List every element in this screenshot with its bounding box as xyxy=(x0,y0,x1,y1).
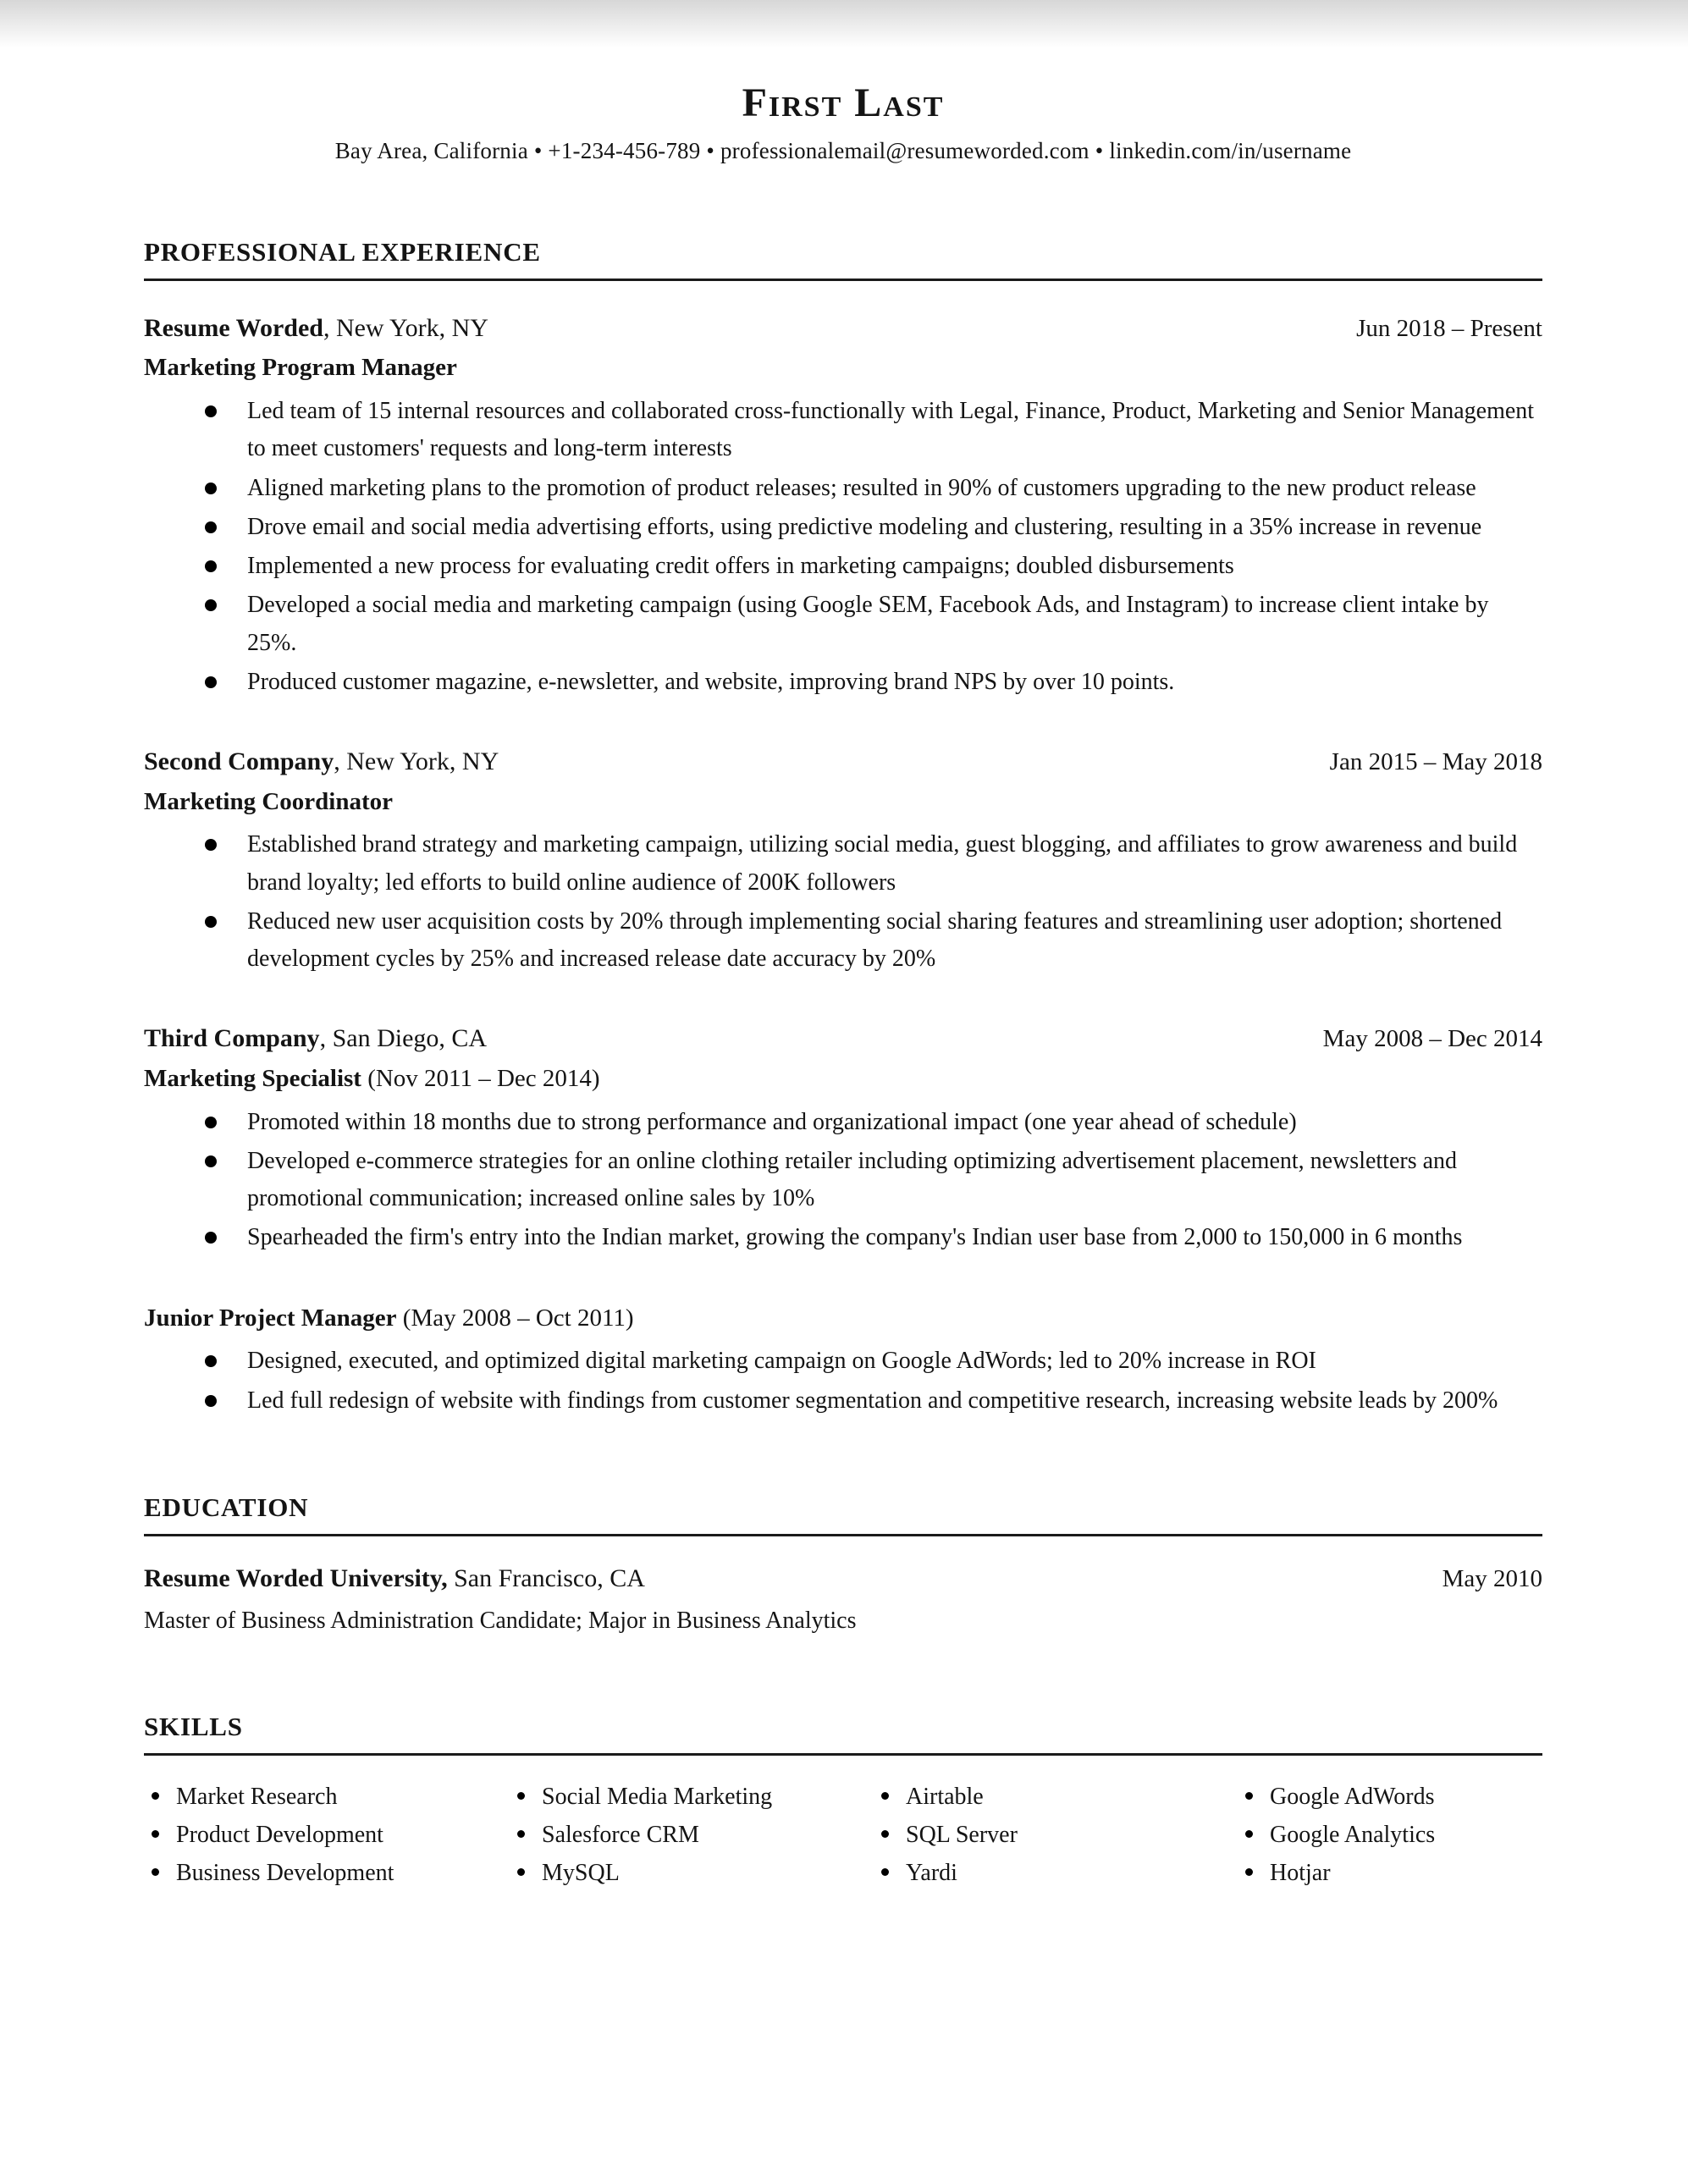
skill-item: Product Development xyxy=(144,1816,510,1854)
bullet-list xyxy=(144,1104,1542,1257)
bullet-item: Designed, executed, and optimized digital marketing campaign on Google AdWords; led to 20% increase in ROI xyxy=(144,1343,1542,1380)
skills-column-3 xyxy=(874,1778,1238,1893)
company-name: Resume Worded xyxy=(144,313,323,342)
role-line xyxy=(144,352,1542,384)
company-location: , San Diego, CA xyxy=(319,1024,488,1053)
role-title: Marketing Program Manager xyxy=(144,354,457,382)
skill-item: Hotjar xyxy=(1238,1854,1542,1892)
company-line xyxy=(144,745,499,778)
section-title-education: EDUCATION xyxy=(144,1492,309,1522)
bullet-item: Developed e-commerce strategies for an online clothing retailer including optimizing advertisement placement, newsletters and promotional communication; increased online sales by 10% xyxy=(144,1143,1542,1217)
education-header xyxy=(144,1562,1542,1596)
section-rule xyxy=(144,1753,1542,1756)
bullet-item: Developed a social media and marketing campaign (using Google SEM, Facebook Ads, and Instagram) to increase client intake by 25%. xyxy=(144,587,1542,661)
skills-grid xyxy=(144,1778,1542,1893)
company-location: , New York, NY xyxy=(334,747,499,776)
bullet-item: Led team of 15 internal resources and collaborated cross-functionally with Legal, Finance, Product, Marketing and Senior Management to meet customers' requests and long-term interests xyxy=(144,393,1542,467)
section-professional-experience xyxy=(144,237,1542,1420)
bullet-item: Drove email and social media advertising efforts, using predictive modeling and clustering, resulting in a 35% increase in revenue xyxy=(144,509,1542,546)
degree-line: Master of Business Administration Candidate; Major in Business Analytics xyxy=(144,1607,857,1634)
skill-item: MySQL xyxy=(510,1854,874,1892)
skills-column-4 xyxy=(1238,1778,1542,1893)
company-name: Third Company xyxy=(144,1024,320,1053)
skill-item: Google Analytics xyxy=(1238,1816,1542,1854)
company-line xyxy=(144,1022,487,1055)
role-block xyxy=(144,352,1542,701)
company-line xyxy=(144,312,488,345)
skills-column-2 xyxy=(510,1778,874,1893)
resume-header xyxy=(144,81,1542,164)
section-title-skills: SKILLS xyxy=(144,1711,243,1741)
role-block-marketing-specialist xyxy=(144,1063,1542,1257)
education-dates: May 2010 xyxy=(1442,1564,1542,1592)
skill-item: Salesforce CRM xyxy=(510,1816,874,1854)
role-block xyxy=(144,786,1542,979)
job-header xyxy=(144,1022,1542,1056)
job-header xyxy=(144,745,1542,779)
skill-item: SQL Server xyxy=(874,1816,1238,1854)
job-dates: Jun 2018 – Present xyxy=(1356,314,1542,342)
job-dates: May 2008 – Dec 2014 xyxy=(1322,1025,1542,1053)
bullet-item: Aligned marketing plans to the promotion of product releases; resulted in 90% of customers upgrading to the new product release xyxy=(144,470,1542,507)
bullet-item: Led full redesign of website with findings from customer segmentation and competitive research, increasing website leads by 200% xyxy=(144,1382,1542,1420)
skill-item: Business Development xyxy=(144,1854,510,1892)
bullet-item: Spearheaded the firm's entry into the Indian market, growing the company's Indian user base from 2,000 to 150,000 in 6 months xyxy=(144,1219,1542,1256)
bullet-item: Promoted within 18 months due to strong performance and organizational impact (one year ahead of schedule) xyxy=(144,1104,1542,1141)
school-location: San Francisco, CA xyxy=(447,1564,645,1592)
section-skills xyxy=(144,1712,1542,1893)
role-block-junior-project-manager xyxy=(144,1303,1542,1420)
company-location: , New York, NY xyxy=(323,313,488,342)
school-name: Resume Worded University, xyxy=(144,1564,448,1592)
role-title: Marketing Specialist xyxy=(144,1065,361,1093)
education-entry xyxy=(144,1562,1542,1639)
skill-item: Google AdWords xyxy=(1238,1778,1542,1816)
job-entry-second-company xyxy=(144,745,1542,978)
section-education xyxy=(144,1492,1542,1639)
company-name: Second Company xyxy=(144,747,334,776)
bullet-list xyxy=(144,393,1542,701)
role-period: (May 2008 – Oct 2011) xyxy=(396,1304,634,1332)
role-line xyxy=(144,1303,1542,1335)
person-name: First Last xyxy=(742,80,945,125)
skill-item: Airtable xyxy=(874,1778,1238,1816)
role-line xyxy=(144,1063,1542,1095)
job-entry-third-company xyxy=(144,1022,1542,1419)
skill-item: Market Research xyxy=(144,1778,510,1816)
role-line xyxy=(144,786,1542,819)
bullet-item: Established brand strategy and marketing campaign, utilizing social media, guest blogging, and affiliates to grow awareness and build brand loyalty; led efforts to build online audience of 200K followers xyxy=(144,826,1542,901)
section-rule xyxy=(144,279,1542,281)
role-period: (Nov 2011 – Dec 2014) xyxy=(361,1065,600,1093)
section-title-experience: PROFESSIONAL EXPERIENCE xyxy=(144,236,541,267)
bullet-list xyxy=(144,1343,1542,1419)
bullet-item: Reduced new user acquisition costs by 20% through implementing social sharing features and streamlining user adoption; shortened development cycles by 25% and increased release date accuracy by 20% xyxy=(144,903,1542,978)
role-title: Junior Project Manager xyxy=(144,1304,397,1332)
section-rule xyxy=(144,1534,1542,1536)
skills-column-1 xyxy=(144,1778,510,1893)
job-header xyxy=(144,312,1542,345)
job-dates: Jan 2015 – May 2018 xyxy=(1329,748,1542,776)
skill-item: Social Media Marketing xyxy=(510,1778,874,1816)
bullet-item: Implemented a new process for evaluating credit offers in marketing campaigns; doubled disbursements xyxy=(144,548,1542,585)
role-title: Marketing Coordinator xyxy=(144,787,393,815)
job-entry-resume-worded xyxy=(144,312,1542,701)
skill-item: Yardi xyxy=(874,1854,1238,1892)
bullet-item: Produced customer magazine, e-newsletter, and website, improving brand NPS by over 10 points. xyxy=(144,664,1542,701)
contact-line: Bay Area, California • +1-234-456-789 • professionalemail@resumeworded.com • linkedin.com/in/username xyxy=(334,137,1352,163)
bullet-list xyxy=(144,826,1542,978)
school-line xyxy=(144,1562,645,1595)
